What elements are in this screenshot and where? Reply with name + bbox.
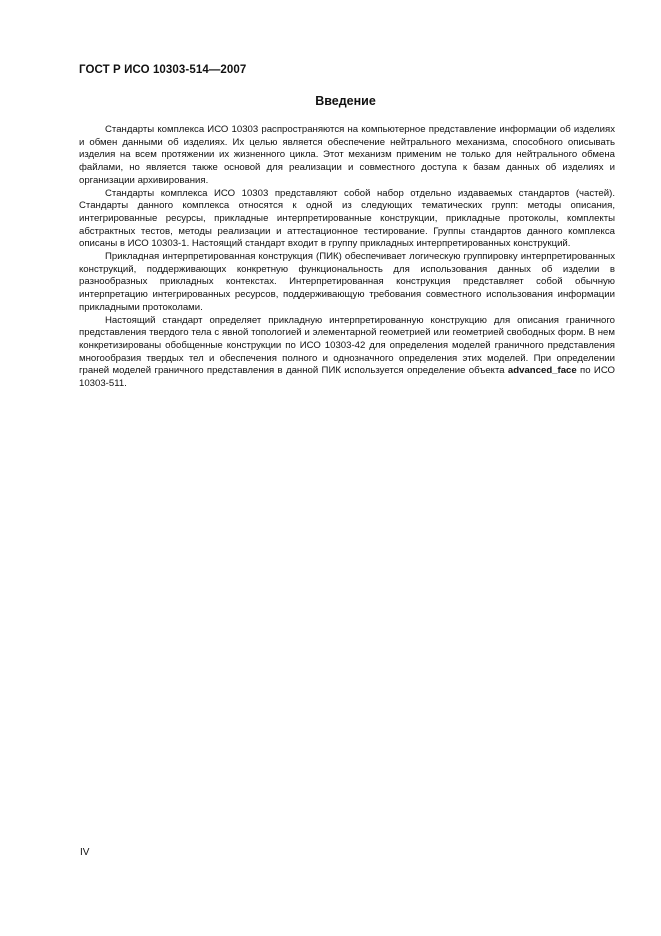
paragraph-3: Прикладная интерпретированная конструкция (ПИК) обеспечивает логическую группировку интерпретированных конструкций, поддерживающих конкретную функциональность для использования данных об изделии в разнообразных прикладных контекстах. Интерпретированная конструкция представляет собой обычную интерпретацию интегрированных ресурсов, поддерживающую требования совместного использования информации прикладными протоколами. (79, 251, 615, 313)
paragraph-4 (79, 315, 615, 391)
paragraph-4-end: по ИСО 10303-511. (79, 365, 615, 390)
paragraph-2: Стандарты комплекса ИСО 10303 представляют собой набор отдельно издаваемых стандартов (частей). Стандарты данного комплекса относятся к одной из следующих тематических групп: методы описания, интегрированные ресурсы, прикладные интерпретированные конструкции, прикладные протоколы, комплекты абстрактных тестов, методы реализации и аттестационное тестирование. Группы стандартов данного комплекса описаны в ИСО 10303-1. Настоящий стандарт входит в группу прикладных интерпретированных конструкций. (79, 187, 615, 250)
page-number: IV (80, 847, 90, 858)
entity-name-advanced-face: advanced_face (507, 365, 577, 377)
paragraph-4-start: Настоящий стандарт определяет прикладную интерпретированную конструкцию для описания граничного представления твердого тела с явной топологией и элементарной геометрией или геометрией свободных форм. В нем конкретизированы обобщенные конструкции по ИСО 10303-42 для определения моделей граничного представления многообразия твердых тел и обеспечения полного и однозначного определения этих моделей. При определении граней моделей граничного представления в данной ПИК используется определение объекта (79, 314, 615, 377)
section-title: Введение (315, 94, 376, 108)
body-text (79, 124, 615, 391)
standard-id-header: ГОСТ Р ИСО 10303-514—2007 (79, 64, 247, 76)
paragraph-1: Стандарты комплекса ИСО 10303 распространяются на компьютерное представление информации об изделиях и обмен данными об изделиях. Их целью является обеспечение нейтрального механизма, способного описывать изделия на всем протяжении их жизненного цикла. Этот механизм применим не только для нейтрального обмена файлами, но является также основой для реализации и совместного доступа к базам данных об изделиях и организации архивирования. (79, 124, 615, 186)
